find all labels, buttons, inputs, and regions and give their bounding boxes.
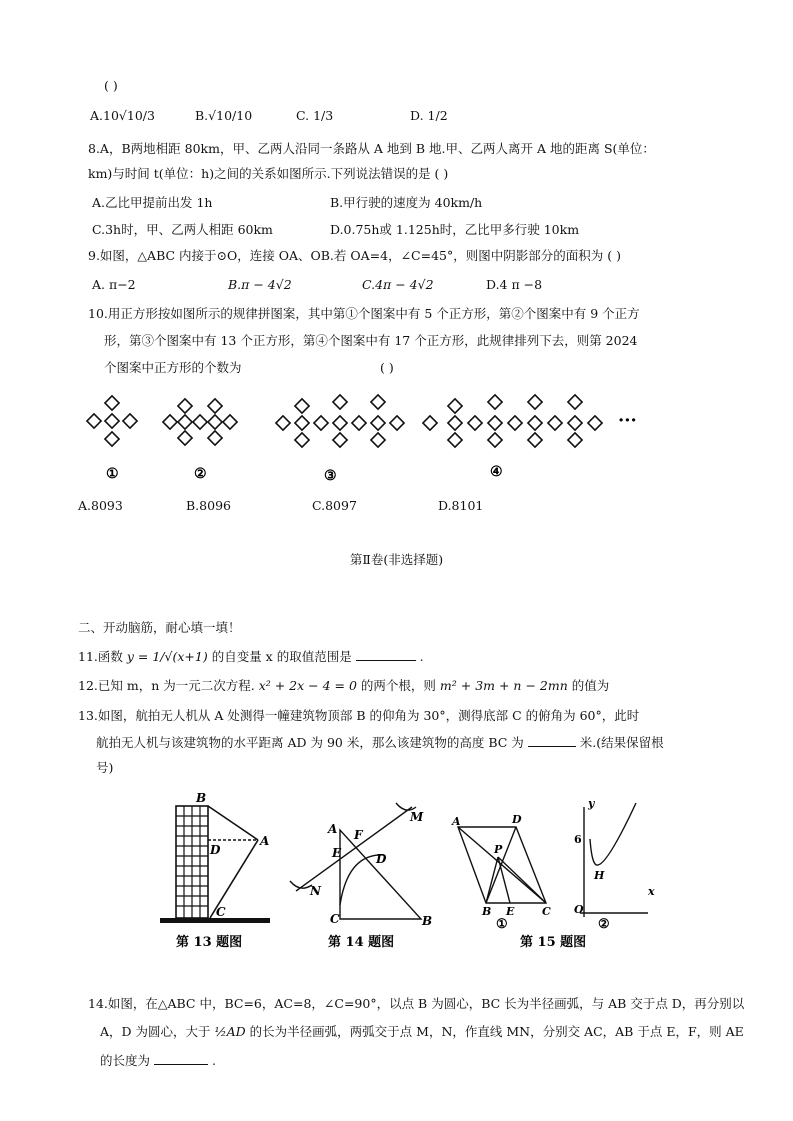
pattern-square [468, 416, 482, 430]
pattern-square [423, 416, 437, 430]
pattern-square [371, 433, 385, 447]
q8-option-d: D.0.75h或 1.125h时，乙比甲多行驶 10km [330, 222, 580, 237]
pattern-square [488, 395, 502, 409]
pattern-square [178, 399, 192, 413]
q10-paren: ( ) [380, 360, 394, 375]
q7-option-c: C. 1/3 [296, 108, 334, 123]
fig15-origin: O [574, 903, 584, 916]
q14-line3 [100, 1052, 216, 1069]
pattern-square [568, 416, 582, 430]
q11-formula: y = 1/√(x+1) [126, 649, 208, 664]
fig15-label-p: P [494, 843, 503, 856]
q7-option-b: B.√10/10 [195, 108, 253, 123]
q11-suffix: 的自变量 x 的取值范围是 [211, 649, 352, 664]
q14-answer-blank[interactable] [154, 1052, 208, 1065]
pattern-square [163, 415, 177, 429]
part2-heading: 二、开动脑筋，耐心填一填！ [78, 620, 241, 635]
q12-expression: m² + 3m + n − 2mn [439, 678, 568, 693]
q10-line1: 10.用正方形按如图所示的规律拼图案，其中第①个图案中有 5 个正方形，第②个图案中有 9 个正方 [88, 306, 640, 321]
pattern-square [528, 395, 542, 409]
q10-line3: 个图案中正方形的个数为 [104, 360, 242, 375]
q12-suffix: 的值为 [571, 678, 610, 693]
q14-fraction: ½AD [214, 1024, 246, 1039]
pattern-square [352, 416, 366, 430]
q9-text: 9.如图，△ABC 内接于⊙O，连接 OA、OB.若 OA=4，∠C=45°，则图中阴影部分的面积为 ( ) [88, 248, 621, 263]
pattern-label-1: ① [106, 466, 119, 482]
fig13-label-c: C [216, 905, 226, 919]
fig15-tick-6: 6 [574, 833, 582, 846]
section-title: 第Ⅱ卷(非选择题) [349, 552, 444, 567]
q11 [78, 648, 424, 665]
pattern-square [276, 416, 290, 430]
fig15-label-c: C [542, 905, 551, 918]
pattern-square [178, 431, 192, 445]
q13-answer-blank[interactable] [528, 734, 576, 747]
q12-middle: 的两个根，则 [360, 678, 436, 693]
q10-option-b: B.8096 [186, 498, 231, 513]
fig13-caption: 第 13 题图 [176, 935, 243, 950]
fig14-label-m: M [410, 810, 424, 824]
pattern-square [178, 415, 192, 429]
pattern-square [448, 399, 462, 413]
pattern-square [123, 414, 137, 428]
q7-paren: ( ) [104, 78, 118, 93]
pattern-square [295, 433, 309, 447]
fig13-label-b: B [196, 791, 207, 805]
pattern-square [105, 432, 119, 446]
pattern-label-3: ③ [324, 468, 337, 484]
fig13-label-d: D [210, 843, 221, 857]
pattern-square [371, 416, 385, 430]
fig15-label-a: A [452, 815, 461, 828]
q10-line2: 形，第③个图案中有 13 个正方形，第④个图案中有 17 个正方形，此规律排列下去，则第 2024 [104, 333, 638, 348]
pattern-square [371, 395, 385, 409]
q12-equation: x² + 2x − 4 = 0 [258, 678, 357, 693]
q13-line2-end: 米.(结果保留根 [579, 735, 664, 750]
figure-15 [448, 795, 668, 960]
q11-end: . [419, 649, 424, 664]
pattern-square [548, 416, 562, 430]
fig15-axis-x: x [648, 885, 655, 898]
fig14-label-f: F [354, 828, 363, 842]
pattern-square [193, 415, 207, 429]
pattern-label-4: ④ [490, 464, 503, 480]
q13-line2-text: 航拍无人机与该建筑物的水平距离 AD 为 90 米，那么该建筑物的高度 BC 为 [96, 735, 524, 750]
pattern-square [223, 415, 237, 429]
pattern-square [568, 395, 582, 409]
q10-option-d: D.8101 [438, 498, 484, 513]
q8-option-c: C.3h时，甲、乙两人相距 60km [92, 222, 273, 237]
fig14-label-n: N [310, 884, 321, 898]
fig14-label-c: C [330, 912, 340, 926]
pattern-square [87, 414, 101, 428]
q12 [78, 678, 609, 694]
pattern-square [528, 416, 542, 430]
q13-line2 [96, 734, 664, 751]
pattern-square [295, 416, 309, 430]
fig15-label-h: H [594, 869, 605, 882]
q13-line1: 13.如图，航拍无人机从 A 处测得一幢建筑物顶部 B 的仰角为 30°，测得底部 C 的俯角为 60°，此时 [78, 708, 640, 723]
fig14-caption: 第 14 题图 [328, 935, 395, 950]
pattern-label-2: ② [194, 466, 207, 482]
pattern-square [488, 416, 502, 430]
fig15-sub-2: ② [598, 917, 610, 932]
q14-line2 [100, 1024, 744, 1040]
q10-option-c: C.8097 [312, 498, 357, 513]
fig15-label-e: E [506, 905, 515, 918]
pattern-square [105, 414, 119, 428]
fig15-axis-y: y [588, 797, 595, 810]
fig13-label-a: A [260, 834, 270, 848]
q8-line2: km)与时间 t(单位：h)之间的关系如图所示.下列说法错误的是 ( ) [88, 166, 449, 181]
q11-prefix: 11.函数 [78, 649, 123, 664]
pattern-square [448, 416, 462, 430]
pattern-square [568, 433, 582, 447]
q8-line1: 8.A，B两地相距 80km，甲、乙两人沿同一条路从 A 地到 B 地.甲、乙两人离开 A 地的距离 S(单位： [88, 141, 655, 156]
pattern-square [208, 399, 222, 413]
q10-option-a: A.8093 [78, 498, 123, 513]
q14-line2-start: A，D 为圆心，大于 [100, 1024, 211, 1039]
q10-pattern-figure [80, 388, 660, 488]
q14-line3-end: . [211, 1053, 216, 1068]
fig15-label-b: B [482, 905, 492, 918]
pattern-square [508, 416, 522, 430]
q9-option-c: C.4π − 4√2 [362, 277, 434, 292]
pattern-square [208, 415, 222, 429]
pattern-square [333, 433, 347, 447]
q14-line3-text: 的长度为 [100, 1053, 151, 1068]
q9-option-b: B.π − 4√2 [228, 277, 292, 292]
figure-13 [158, 790, 278, 960]
figure-14 [288, 795, 438, 960]
q13-line3: 号) [96, 760, 114, 775]
q9-option-a: A. π−2 [92, 277, 136, 292]
pattern-square [314, 416, 328, 430]
q8-option-a: A.乙比甲提前出发 1h [92, 195, 213, 210]
pattern-ellipsis: ··· [618, 410, 637, 431]
fig14-label-d: D [376, 852, 387, 866]
fig14-label-b: B [422, 914, 433, 928]
fig14-label-e: E [332, 846, 342, 860]
q12-prefix: 12.已知 m，n 为一元二次方程. [78, 678, 255, 693]
q14-line2-end: 的长为半径画弧，两弧交于点 M，N，作直线 MN，分别交 AC，AB 于点 E，F，则 AE [249, 1024, 744, 1039]
pattern-square [390, 416, 404, 430]
pattern-square [208, 431, 222, 445]
q8-option-b: B.甲行驶的速度为 40km/h [330, 195, 483, 210]
pattern-square [528, 433, 542, 447]
q14-line1: 14.如图，在△ABC 中，BC=6，AC=8，∠C=90°，以点 B 为圆心，BC 长为半径画弧，与 AB 交于点 D，再分别以 [88, 996, 745, 1011]
q11-answer-blank[interactable] [356, 648, 416, 661]
q7-option-a: A.10√10/3 [90, 108, 155, 123]
q7-option-d: D. 1/2 [410, 108, 448, 123]
fig15-label-d: D [512, 813, 522, 826]
pattern-square [448, 433, 462, 447]
fig15-sub-1: ① [496, 917, 508, 932]
pattern-square [333, 395, 347, 409]
fig15-caption: 第 15 题图 [520, 935, 587, 950]
q9-option-d: D.4 π −8 [486, 277, 543, 292]
pattern-square [333, 416, 347, 430]
pattern-square [105, 396, 119, 410]
pattern-square [588, 416, 602, 430]
fig14-label-a: A [328, 822, 338, 836]
pattern-square [488, 433, 502, 447]
pattern-square [295, 399, 309, 413]
